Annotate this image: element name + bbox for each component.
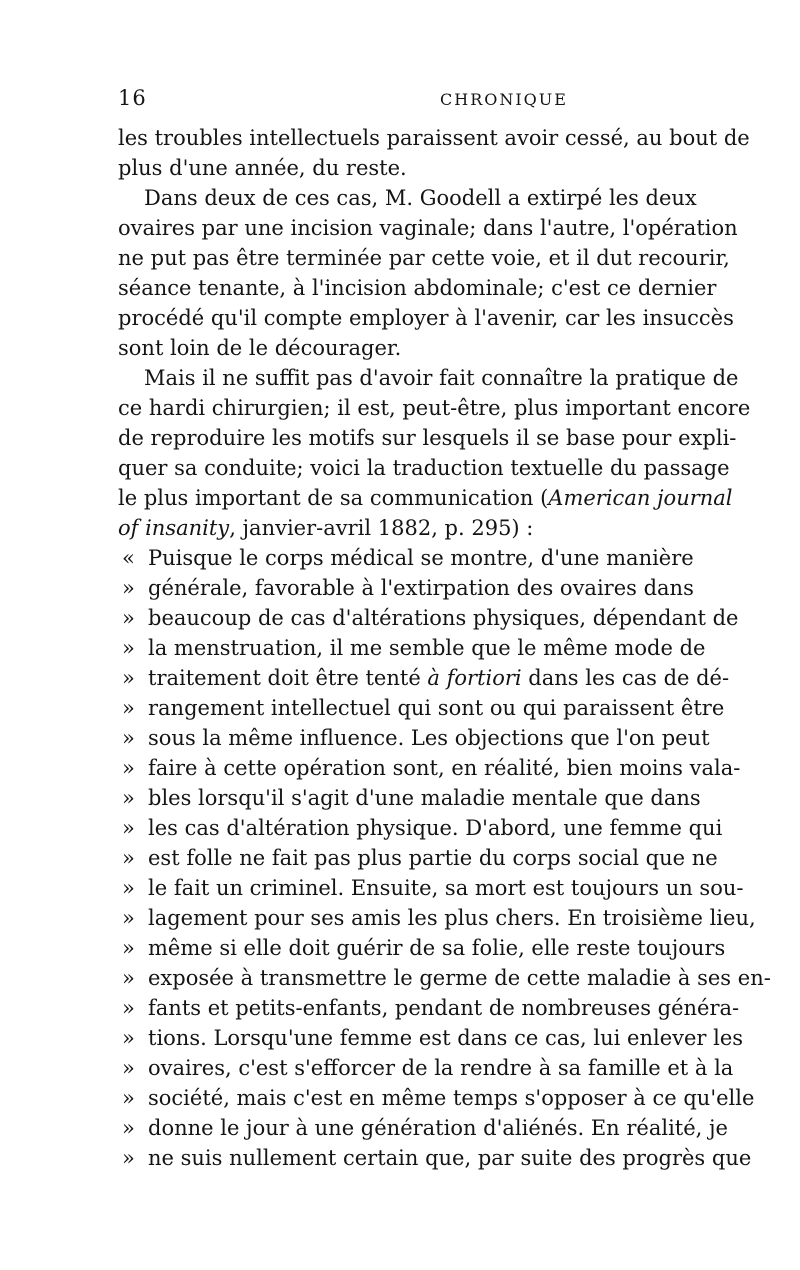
line-text: séance tenante, à l'incision abdominale; c'est ce dernier xyxy=(118,276,717,300)
text-line xyxy=(118,603,739,633)
text-line xyxy=(118,903,756,933)
text-line xyxy=(118,783,701,813)
line-text: beaucoup de cas d'altérations physiques, dépendant de xyxy=(148,606,739,630)
line-text: ne suis nullement certain que, par suite des progrès que xyxy=(148,1146,752,1170)
quote-mark: » xyxy=(122,846,135,870)
line-text: ne put pas être terminée par cette voie, et il dut recourir, xyxy=(118,246,730,270)
quote-mark: » xyxy=(122,756,135,780)
quote-mark: » xyxy=(122,966,135,990)
quote-mark: « xyxy=(122,546,135,570)
line-text: faire à cette opération sont, en réalité, bien moins vala- xyxy=(148,756,741,780)
quote-mark: » xyxy=(122,636,135,660)
line-text: dans les cas de dé- xyxy=(521,666,730,690)
line-text: rangement intellectuel qui sont ou qui paraissent être xyxy=(148,696,725,720)
line-text: ovaires par une incision vaginale; dans l'autre, l'opération xyxy=(118,216,738,240)
quote-mark: » xyxy=(122,1146,135,1170)
quote-mark: » xyxy=(122,906,135,930)
line-text: la menstruation, il me semble que le même mode de xyxy=(148,636,706,660)
quote-mark: » xyxy=(122,1056,135,1080)
line-text: plus d'une année, du reste. xyxy=(118,156,407,180)
text-line xyxy=(118,243,730,273)
text-line xyxy=(118,333,678,363)
text-line xyxy=(118,573,694,603)
quote-mark: » xyxy=(122,606,135,630)
line-text: ce hardi chirurgien; il est, peut-être, plus important encore xyxy=(118,396,751,420)
line-text: exposée à transmettre le germe de cette maladie à ses en- xyxy=(148,966,771,990)
line-text: sont loin de le décourager. xyxy=(118,336,402,360)
line-text: bles lorsqu'il s'agit d'une maladie mentale que dans xyxy=(148,786,701,810)
quote-mark: » xyxy=(122,1086,135,1110)
quote-mark: » xyxy=(122,1116,135,1140)
line-text: sous la même influence. Les objections que l'on peut xyxy=(148,726,710,750)
italic-text: of insanity xyxy=(118,516,230,540)
quote-mark: » xyxy=(122,576,135,600)
text-line xyxy=(118,1113,728,1143)
quote-mark: » xyxy=(122,876,135,900)
text-line xyxy=(118,543,694,573)
line-text: Dans deux de ces cas, M. Goodell a extirpé les deux xyxy=(144,186,697,210)
page-number: 16 xyxy=(118,86,147,110)
line-text: société, mais c'est en même temps s'opposer à ce qu'elle xyxy=(148,1086,755,1110)
quote-mark: » xyxy=(122,786,135,810)
text-line xyxy=(118,363,739,393)
line-text: quer sa conduite; voici la traduction textuelle du passage xyxy=(118,456,730,480)
text-line xyxy=(118,183,697,213)
line-text: donne le jour à une génération d'aliénés. En réalité, je xyxy=(148,1116,728,1140)
text-line xyxy=(118,1053,734,1083)
text-line xyxy=(118,933,726,963)
line-text: traitement doit être tenté xyxy=(148,666,428,690)
text-line xyxy=(118,813,723,843)
line-text: de reproduire les motifs sur lesquels il se base pour expli- xyxy=(118,426,737,450)
body-text xyxy=(118,123,771,1173)
text-line xyxy=(118,513,678,543)
line-text: même si elle doit guérir de sa folie, elle reste toujours xyxy=(148,936,726,960)
line-text: est folle ne fait pas plus partie du corps social que ne xyxy=(148,846,718,870)
quote-mark: » xyxy=(122,936,135,960)
line-text: Mais il ne suffit pas d'avoir fait connaître la pratique de xyxy=(144,366,739,390)
line-text: le fait un criminel. Ensuite, sa mort est toujours un sou- xyxy=(148,876,744,900)
line-text: ovaires, c'est s'efforcer de la rendre à sa famille et à la xyxy=(148,1056,734,1080)
text-line xyxy=(118,1143,752,1173)
text-line xyxy=(118,153,678,183)
line-text: fants et petits-enfants, pendant de nombreuses généra- xyxy=(148,996,740,1020)
quote-mark: » xyxy=(122,816,135,840)
text-line xyxy=(118,663,730,693)
quote-mark: » xyxy=(122,666,135,690)
italic-text: American journal xyxy=(548,486,733,510)
quote-mark: » xyxy=(122,996,135,1020)
running-title: CHRONIQUE xyxy=(440,90,568,109)
line-text: Puisque le corps médical se montre, d'une manière xyxy=(148,546,694,570)
page-header xyxy=(110,86,680,116)
text-line xyxy=(118,723,710,753)
text-line xyxy=(118,483,733,513)
text-line xyxy=(118,873,744,903)
text-line xyxy=(118,303,734,333)
text-line xyxy=(118,123,750,153)
text-line xyxy=(118,273,717,303)
line-text: procédé qu'il compte employer à l'avenir, car les insuccès xyxy=(118,306,734,330)
text-line xyxy=(118,753,741,783)
line-text: générale, favorable à l'extirpation des ovaires dans xyxy=(148,576,694,600)
text-line xyxy=(118,1023,744,1053)
text-line xyxy=(118,693,725,723)
quote-mark: » xyxy=(122,726,135,750)
text-line xyxy=(118,423,737,453)
quote-mark: » xyxy=(122,1026,135,1050)
line-text: les cas d'altération physique. D'abord, une femme qui xyxy=(148,816,723,840)
italic-text: à fortiori xyxy=(427,666,522,690)
line-text: tions. Lorsqu'une femme est dans ce cas, lui enlever les xyxy=(148,1026,744,1050)
line-text: , janvier-avril 1882, p. 295) : xyxy=(229,516,534,540)
line-text: les troubles intellectuels paraissent avoir cessé, au bout de xyxy=(118,126,750,150)
text-line xyxy=(118,993,740,1023)
text-line xyxy=(118,453,730,483)
text-line xyxy=(118,963,771,993)
quote-mark: » xyxy=(122,696,135,720)
text-line xyxy=(118,843,718,873)
text-line xyxy=(118,213,738,243)
text-line xyxy=(118,393,751,423)
text-line xyxy=(118,633,706,663)
line-text: lagement pour ses amis les plus chers. En troisième lieu, xyxy=(148,906,756,930)
line-text: le plus important de sa communication ( xyxy=(118,486,549,510)
text-line xyxy=(118,1083,755,1113)
